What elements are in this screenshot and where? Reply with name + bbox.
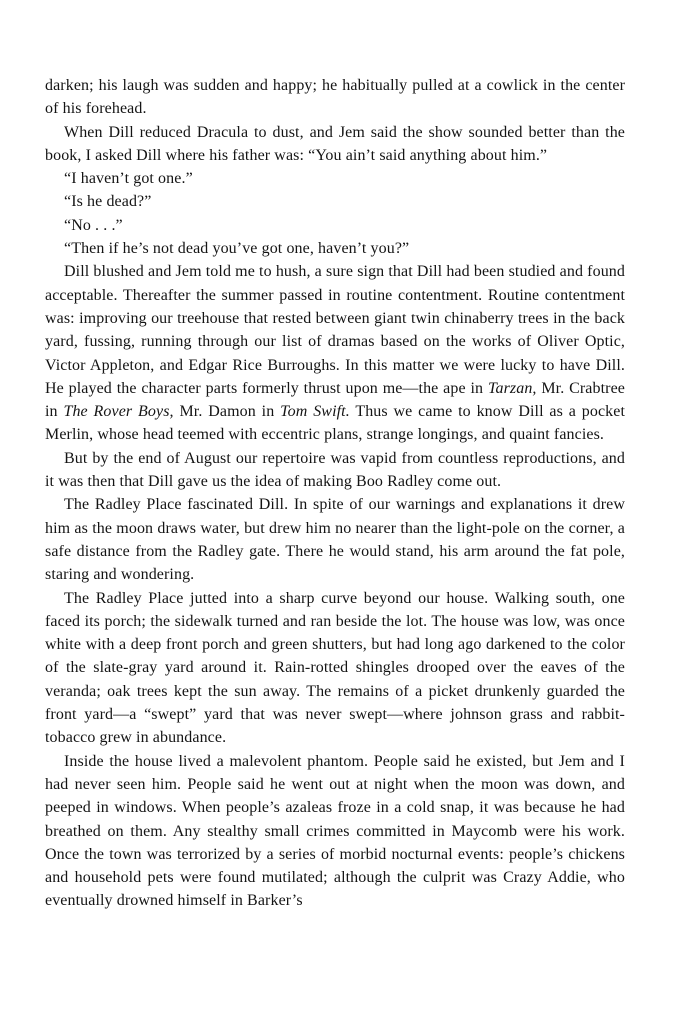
paragraph xyxy=(45,750,625,913)
paragraph xyxy=(45,447,625,494)
paragraph xyxy=(45,214,625,237)
italic-text-run: Tom Swift. xyxy=(280,403,350,421)
page-text xyxy=(45,74,625,913)
text-run: But by the end of August our repertoire was vapid from countless reproductions, and it was then that Dill gave us the idea of making Boo Radley come out. xyxy=(45,449,625,491)
paragraph xyxy=(45,190,625,213)
text-run: The Radley Place jutted into a sharp curve beyond our house. Walking south, one faced its porch; the sidewalk turned and ran beside the lot. The house was low, was once white with a deep front porch and green shutters, but had long ago darkened to the color of the slate-gray yard around it. Rain-rotted shingles drooped over the eaves of the veranda; oak trees kept the sun away. The remains of a picket drunkenly guarded the front yard—a “swept” yard that was never swept—where johnson grass and rabbit-tobacco grew in abundance. xyxy=(45,589,625,747)
text-run: Mr. Damon in xyxy=(173,403,281,421)
text-run: “I haven’t got one.” xyxy=(64,170,193,188)
text-run: “No . . .” xyxy=(64,216,123,234)
text-run: Thus we came to know Dill as a pocket Merlin, whose head teemed with eccentric plans, strange longings, and quaint fancies. xyxy=(45,403,626,444)
text-run: Dill blushed and Jem told me to hush, a sure sign that Dill had been studied and found acceptable. Thereafter the summer passed in routine contentment. Routine contentment was: improving our treehouse that rested between giant twin chinaberry trees in the back yard, fussing, running through our list of dramas based on the works of Oliver Optic, Victor Appleton, and Edgar Rice Burroughs. In this matter we were lucky to have Dill. He played the character parts formerly thrust upon me—the ape in xyxy=(45,263,625,397)
paragraph xyxy=(45,237,625,260)
text-run: “Is he dead?” xyxy=(64,193,152,211)
italic-text-run: Tarzan, xyxy=(487,379,537,397)
text-run: Mr. Crabtree in xyxy=(45,379,625,421)
text-run: When Dill reduced Dracula to dust, and Jem said the show sounded better than the book, I asked Dill where his father was: “You ain’t said anything about him.” xyxy=(45,123,625,164)
text-run: “Then if he’s not dead you’ve got one, haven’t you?” xyxy=(64,240,410,258)
italic-text-run: The Rover Boys, xyxy=(63,403,174,421)
paragraph xyxy=(45,587,625,750)
paragraph xyxy=(45,260,625,446)
paragraph xyxy=(45,74,625,121)
paragraph xyxy=(45,167,625,190)
text-run: Inside the house lived a malevolent phantom. People said he existed, but Jem and I had never seen him. People said he went out at night when the moon was down, and peeped in windows. When people’s azaleas froze in a cold snap, it was because he had breathed on them. Any stealthy small crimes committed in Maycomb were his work. Once the town was terrorized by a series of morbid nocturnal events: people’s chickens and household pets were found mutilated; although the culprit was Crazy Addie, who eventually drowned himself in Barker’s xyxy=(45,752,625,910)
paragraph xyxy=(45,493,625,586)
text-run: darken; his laugh was sudden and happy; he habitually pulled at a cowlick in the center of his forehead. xyxy=(45,77,625,118)
paragraph xyxy=(45,121,625,168)
text-run: The Radley Place fascinated Dill. In spite of our warnings and explanations it drew him as the moon draws water, but drew him no nearer than the light-pole on the corner, a safe distance from the Radley gate. There he would stand, his arm around the fat pole, staring and wondering. xyxy=(45,496,625,584)
